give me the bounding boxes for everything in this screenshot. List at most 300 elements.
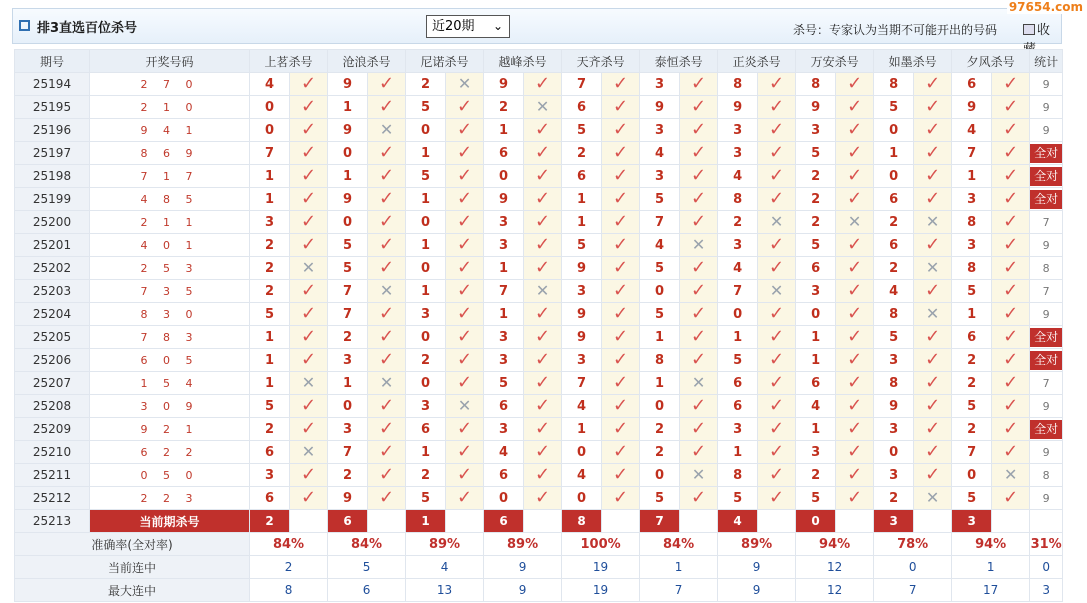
check-icon: ✓ [613,73,629,94]
kill-number-cell: 2 [874,211,914,234]
kill-number-cell: 0 [562,487,602,510]
kill-number-cell: 8 [640,349,680,372]
kill-number-cell: 7 [952,142,992,165]
check-icon: ✓ [378,326,395,347]
accuracy-row-value: 94% [952,533,1030,556]
kill-number-cell: 2 [640,441,680,464]
kill-number-cell: 8 [874,372,914,395]
kill-result-cell [992,96,1030,119]
kill-number-cell: 2 [874,257,914,280]
kill-result-cell [758,234,796,257]
kill-number-cell: 5 [640,188,680,211]
kill-result-cell [602,211,640,234]
kill-number-cell: 5 [874,96,914,119]
kill-number-cell: 3 [718,418,758,441]
check-icon: ✓ [925,234,941,255]
kill-number-cell: 2 [562,142,602,165]
kill-result-cell [524,119,562,142]
kill-result-cell [992,326,1030,349]
check-icon: ✓ [769,487,785,508]
current-streak-row-value: 1 [952,556,1030,579]
kill-result-cell [368,165,406,188]
kill-result-cell [368,234,406,257]
current-kill-cell: 6 [484,510,524,533]
col-expert: 正炎杀号 [718,50,796,73]
winning-number-cell: 7 8 3 [90,326,250,349]
kill-number-cell: 5 [562,234,602,257]
kill-number-cell: 6 [796,372,836,395]
check-icon: ✓ [769,165,785,186]
kill-result-cell [836,188,874,211]
kill-number-cell: 9 [874,395,914,418]
stat-cell: 9 [1030,119,1063,142]
table-row [15,73,1063,96]
current-blank-cell [368,510,406,533]
kill-result-cell [524,372,562,395]
check-icon: ✓ [378,395,395,416]
kill-number-cell: 7 [328,441,368,464]
kill-number-cell: 0 [640,395,680,418]
kill-number-cell: 3 [328,349,368,372]
kill-number-cell: 3 [406,303,446,326]
table-row [15,349,1063,372]
all-correct-badge: 全对 [1030,167,1062,186]
kill-number-cell: 4 [952,119,992,142]
check-icon: ✓ [613,96,629,117]
check-icon: ✓ [925,464,941,485]
kill-number-cell: 9 [328,487,368,510]
winning-number-cell: 6 2 2 [90,441,250,464]
cross-icon: ✕ [301,442,316,461]
kill-number-cell: 3 [952,234,992,257]
cross-icon: ✕ [457,74,472,93]
check-icon: ✓ [769,372,785,393]
check-icon: ✓ [613,395,629,416]
check-icon: ✓ [378,211,395,232]
collapse-box-icon[interactable] [19,20,30,31]
stat-cell [1030,165,1063,188]
kill-number-cell: 0 [406,372,446,395]
check-icon: ✓ [535,441,551,462]
kill-number-cell: 5 [640,257,680,280]
kill-number-cell: 8 [718,188,758,211]
kill-result-cell [758,303,796,326]
check-icon: ✓ [769,464,785,485]
kill-result-cell [290,234,328,257]
check-icon: ✓ [769,349,785,370]
table-row [15,280,1063,303]
kill-number-cell: 2 [250,234,290,257]
kill-number-cell: 2 [328,326,368,349]
check-icon: ✓ [691,73,707,94]
check-icon: ✓ [1003,73,1019,94]
table-row [15,395,1063,418]
kill-number-cell: 2 [952,372,992,395]
kill-number-cell: 9 [484,188,524,211]
check-icon: ✓ [691,349,707,370]
check-icon: ✓ [1003,142,1019,163]
current-streak-row-value: 2 [250,556,328,579]
kill-result-cell [368,96,406,119]
kill-number-cell: 3 [952,188,992,211]
kill-number-cell: 2 [796,464,836,487]
kill-result-cell [914,73,952,96]
kill-result-cell [524,96,562,119]
kill-result-cell [602,96,640,119]
kill-result-cell [290,349,328,372]
kill-result-cell [524,487,562,510]
accuracy-row-value: 84% [250,533,328,556]
check-icon: ✓ [535,257,551,278]
winning-number-cell: 2 2 3 [90,487,250,510]
cross-icon: ✕ [691,465,706,484]
kill-result-cell [290,464,328,487]
check-icon: ✓ [456,257,473,278]
kill-result-cell [368,142,406,165]
check-icon: ✓ [613,464,629,485]
kill-number-cell: 1 [328,96,368,119]
kill-result-cell [602,303,640,326]
kill-result-cell [758,188,796,211]
kill-result-cell [758,119,796,142]
check-icon: ✓ [691,119,707,140]
kill-result-cell [524,349,562,372]
check-icon: ✓ [1003,211,1019,232]
kill-result-cell [290,280,328,303]
kill-result-cell [992,142,1030,165]
kill-result-cell [758,165,796,188]
col-expert: 沧浪杀号 [328,50,406,73]
check-icon: ✓ [925,441,941,462]
max-streak-row-value: 7 [874,579,952,602]
current-blank-cell [680,510,718,533]
kill-number-cell: 2 [484,96,524,119]
table-row [15,326,1063,349]
kill-result-cell [368,464,406,487]
col-expert: 越峰杀号 [484,50,562,73]
check-icon: ✓ [613,257,629,278]
kill-number-cell: 4 [640,142,680,165]
current-streak-row-value: 12 [796,556,874,579]
cross-icon: ✕ [535,281,550,300]
kill-number-cell: 5 [406,487,446,510]
kill-number-cell: 0 [328,395,368,418]
check-icon: ✓ [847,73,863,94]
col-winning: 开奖号码 [90,50,250,73]
kill-result-cell [836,211,874,234]
kill-number-cell: 1 [406,234,446,257]
kill-result-cell [524,326,562,349]
kill-number-cell: 9 [328,188,368,211]
check-icon: ✓ [535,188,551,209]
stat-cell: 7 [1030,280,1063,303]
kill-result-cell [368,280,406,303]
check-icon: ✓ [769,142,785,163]
cross-icon: ✕ [769,212,784,231]
kill-number-cell: 6 [484,464,524,487]
kill-number-cell: 5 [796,487,836,510]
check-icon: ✓ [300,464,317,485]
kill-number-cell: 1 [250,188,290,211]
kill-number-cell: 4 [718,165,758,188]
favorite-label: 收 [1037,23,1051,38]
check-icon: ✓ [691,487,707,508]
kill-result-cell [914,211,952,234]
kill-result-cell [680,418,718,441]
current-kill-cell: 7 [640,510,680,533]
kill-number-cell: 0 [328,142,368,165]
kill-result-cell [524,73,562,96]
kill-result-cell [836,441,874,464]
kill-result-cell [524,188,562,211]
current-blank-cell [836,510,874,533]
kill-result-cell [914,119,952,142]
check-icon: ✓ [300,395,317,416]
kill-result-cell [992,73,1030,96]
check-icon: ✓ [769,441,785,462]
kill-result-cell [914,188,952,211]
kill-number-cell: 6 [250,441,290,464]
kill-number-cell: 9 [328,119,368,142]
kill-number-cell: 5 [952,487,992,510]
kill-result-cell [914,165,952,188]
kill-result-cell [368,395,406,418]
kill-number-cell: 3 [250,464,290,487]
issue-cell: 25209 [15,418,90,441]
check-icon: ✓ [535,73,551,94]
winning-number-cell: 1 5 4 [90,372,250,395]
kill-result-cell [680,303,718,326]
kill-number-cell: 1 [952,303,992,326]
winning-number-cell: 8 6 9 [90,142,250,165]
kill-result-cell [836,464,874,487]
kill-result-cell [602,464,640,487]
kill-result-cell [446,165,484,188]
kill-number-cell: 1 [406,280,446,303]
cross-icon: ✕ [691,235,706,254]
kill-number-cell: 9 [952,96,992,119]
table-row [15,142,1063,165]
check-icon: ✓ [1003,165,1019,186]
kill-number-cell: 5 [328,257,368,280]
check-icon: ✓ [378,96,395,117]
kill-number-cell: 7 [484,280,524,303]
cross-icon: ✕ [1003,465,1018,484]
kill-number-cell: 3 [484,234,524,257]
current-row [15,510,1063,533]
check-icon: ✓ [1003,96,1019,117]
max-streak-row-value: 7 [640,579,718,602]
check-icon: ✓ [613,418,629,439]
kill-number-cell: 3 [484,211,524,234]
check-icon: ✓ [1003,418,1019,439]
max-streak-row-stat: 3 [1030,579,1063,602]
kill-result-cell [290,165,328,188]
check-icon: ✓ [847,188,863,209]
kill-number-cell: 3 [874,349,914,372]
all-correct-badge: 全对 [1030,328,1062,347]
kill-result-cell [836,257,874,280]
kill-number-cell: 2 [874,487,914,510]
kill-result-cell [524,142,562,165]
kill-number-cell: 1 [406,142,446,165]
col-expert: 夕风杀号 [952,50,1030,73]
kill-result-cell [992,372,1030,395]
kill-number-cell: 3 [250,211,290,234]
kill-result-cell [368,441,406,464]
check-icon: ✓ [535,165,551,186]
kill-number-cell: 9 [796,96,836,119]
cross-icon: ✕ [379,120,394,139]
kill-result-cell [992,257,1030,280]
winning-number-cell: 4 0 1 [90,234,250,257]
kill-number-cell: 1 [250,349,290,372]
check-icon: ✓ [1003,349,1019,370]
kill-result-cell [914,487,952,510]
kill-result-cell [368,349,406,372]
check-icon: ✓ [691,303,707,324]
kill-number-cell: 2 [328,464,368,487]
kill-result-cell [680,349,718,372]
kill-number-cell: 3 [484,418,524,441]
check-icon: ✓ [378,188,395,209]
top-bar [12,8,1062,44]
check-icon: ✓ [456,487,473,508]
issue-cell: 25194 [15,73,90,96]
kill-number-cell: 7 [562,73,602,96]
kill-number-cell: 2 [250,418,290,441]
kill-number-cell: 4 [250,73,290,96]
check-icon: ✓ [925,280,941,301]
kill-result-cell [680,119,718,142]
check-icon: ✓ [535,349,551,370]
kill-number-cell: 8 [718,73,758,96]
kill-number-cell: 3 [328,418,368,441]
check-icon: ✓ [691,211,707,232]
table-row [15,418,1063,441]
cross-icon: ✕ [535,97,550,116]
kill-result-cell [602,372,640,395]
issue-cell: 25200 [15,211,90,234]
issue-cell: 25204 [15,303,90,326]
issue-cell: 25210 [15,441,90,464]
kill-number-cell: 2 [640,418,680,441]
kill-number-cell: 8 [874,73,914,96]
kill-result-cell [602,73,640,96]
kill-number-cell: 2 [250,257,290,280]
winning-number-cell: 7 1 7 [90,165,250,188]
stat-cell [1030,418,1063,441]
kill-result-cell [290,188,328,211]
kill-number-cell: 1 [796,349,836,372]
kill-result-cell [758,257,796,280]
stat-cell: 9 [1030,395,1063,418]
kill-number-cell: 3 [718,119,758,142]
current-stat-cell [1030,510,1063,533]
check-icon: ✓ [613,441,629,462]
col-expert: 天齐杀号 [562,50,640,73]
col-issue: 期号 [15,50,90,73]
kill-result-cell [836,487,874,510]
check-icon: ✓ [1003,326,1019,347]
kill-number-cell: 9 [718,96,758,119]
check-icon: ✓ [456,234,473,255]
check-icon: ✓ [1003,372,1019,393]
check-icon: ✓ [300,73,317,94]
kill-result-cell [446,142,484,165]
table-row [15,234,1063,257]
kill-result-cell [446,188,484,211]
stat-cell [1030,188,1063,211]
kill-number-cell: 0 [484,165,524,188]
max-streak-row-value: 17 [952,579,1030,602]
check-icon: ✓ [456,372,473,393]
current-streak-row-value: 19 [562,556,640,579]
kill-result-cell [914,418,952,441]
check-icon: ✓ [613,165,629,186]
kill-result-cell [290,487,328,510]
kill-result-cell [758,418,796,441]
kill-result-cell [680,188,718,211]
kill-result-cell [680,395,718,418]
kill-result-cell [290,73,328,96]
kill-number-cell: 8 [874,303,914,326]
check-icon: ✓ [456,142,473,163]
check-icon: ✓ [456,96,473,117]
kill-result-cell [446,487,484,510]
check-icon: ✓ [300,326,317,347]
kill-result-cell [446,303,484,326]
check-icon: ✓ [535,211,551,232]
accuracy-row-value: 89% [718,533,796,556]
issue-cell: 25212 [15,487,90,510]
all-correct-badge: 全对 [1030,351,1062,370]
period-select[interactable] [426,15,510,38]
kill-result-cell [680,211,718,234]
check-icon: ✓ [847,257,863,278]
watermark: 97654.com [1008,0,1083,14]
check-icon: ✓ [847,395,863,416]
kill-result-cell [836,280,874,303]
kill-number-cell: 1 [484,303,524,326]
kill-result-cell [836,142,874,165]
kill-number-cell: 8 [952,211,992,234]
cross-icon: ✕ [769,281,784,300]
max-streak-row-value: 13 [406,579,484,602]
issue-cell: 25199 [15,188,90,211]
check-icon: ✓ [378,441,395,462]
winning-number-cell: 2 1 0 [90,96,250,119]
kill-result-cell [446,418,484,441]
kill-result-cell [680,142,718,165]
check-icon: ✓ [847,119,863,140]
accuracy-row-value: 84% [328,533,406,556]
kill-result-cell [368,418,406,441]
check-icon: ✓ [456,211,473,232]
check-icon: ✓ [535,372,551,393]
kill-table [14,49,1063,602]
kill-number-cell: 0 [484,487,524,510]
check-icon: ✓ [300,303,317,324]
kill-result-cell [758,142,796,165]
kill-number-cell: 1 [640,372,680,395]
kill-result-cell [836,165,874,188]
kill-result-cell [368,326,406,349]
kill-result-cell [680,487,718,510]
kill-number-cell: 1 [250,326,290,349]
check-icon: ✓ [691,326,707,347]
kill-number-cell: 7 [640,211,680,234]
